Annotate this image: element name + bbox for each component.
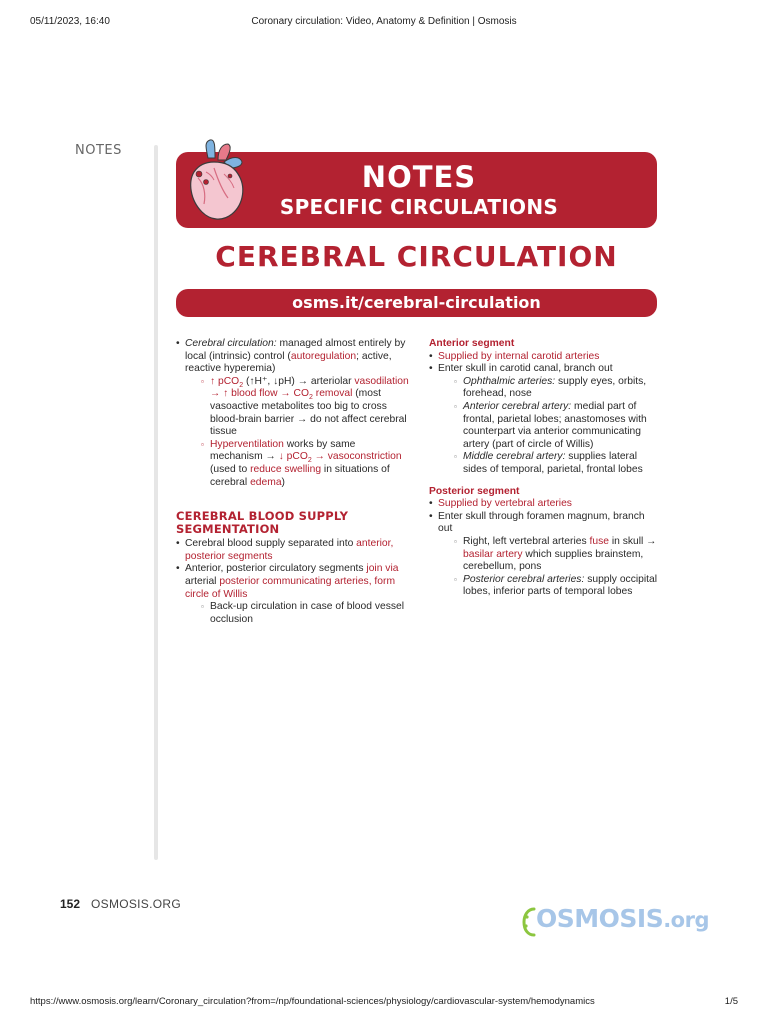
text: Back-up circulation in case of blood vessel occlusion (210, 601, 405, 625)
text: Enter skull through foramen magnum, branch out (438, 510, 645, 535)
text: join via (366, 563, 399, 575)
posterior-segment-heading: Posterior segment (429, 485, 520, 497)
list-item (429, 498, 661, 511)
list-item (429, 351, 661, 364)
banner-title: NOTES (361, 160, 477, 194)
left-column (176, 338, 410, 626)
print-doc-title: Coronary circulation: Video, Anatomy & Definition | Osmosis (251, 16, 517, 27)
osmosis-logo (520, 902, 709, 942)
notes-side-label: NOTES (75, 143, 122, 158)
posterior-list (429, 498, 661, 599)
text: (most vasoactive metabolites too big to cross blood-brain barrier → do not affect cerebral tissue (210, 388, 407, 438)
list-item (185, 601, 410, 626)
list-item (438, 536, 661, 574)
term: Ophthalmic arteries: (463, 375, 556, 387)
segmentation-heading: CEREBRAL BLOOD SUPPLY SEGMENTATION (176, 509, 349, 537)
text: internal carotid arteries (494, 350, 600, 362)
side-divider (154, 145, 158, 860)
text: managed almost entirely by local (intrinsic) control ( (185, 338, 406, 362)
list-item (429, 511, 661, 599)
print-header (30, 16, 738, 30)
text: → vasoconstriction (311, 451, 402, 463)
list-item (176, 563, 410, 626)
text: supply occipital lobes, inferior parts of temporal lobes (463, 573, 658, 598)
text: Enter skull in carotid canal, branch out (438, 363, 613, 375)
text: posterior communicating arteries, form circle of Willis (185, 575, 396, 600)
topic-url-bar[interactable]: osms.it/cerebral-circulation (176, 289, 657, 317)
text: ↑ pCO (210, 375, 240, 387)
text: (used to (210, 463, 251, 475)
term: Middle cerebral artery: (463, 451, 566, 463)
text: which supplies brainstem, cerebellum, pons (463, 548, 644, 573)
right-column (429, 338, 661, 599)
list-item (438, 376, 661, 401)
text: anterior, posterior segments (185, 538, 394, 562)
print-datetime: 05/11/2023, 16:40 (30, 16, 110, 27)
subscript: 2 (309, 394, 313, 402)
anterior-segment-heading: Anterior segment (429, 338, 515, 349)
text: in situations of cerebral (210, 463, 390, 488)
text: arterial (185, 575, 220, 587)
text: fuse (589, 535, 609, 547)
text: Cerebral blood supply separated into (185, 538, 357, 550)
logo-suffix: .org (663, 908, 709, 932)
text: (↑H⁺, ↓pH) → arteriolar (243, 375, 355, 387)
text: removal (312, 388, 353, 400)
list-item (176, 338, 410, 489)
banner-subtitle: SPECIFIC CIRCULATIONS (279, 195, 559, 219)
text: in skull → (608, 535, 657, 547)
text: ; active, reactive hyperemia) (185, 350, 392, 375)
text: Supplied by (438, 498, 495, 510)
term-cerebral-circulation: Cerebral circulation: (185, 338, 277, 349)
term: Anterior cerebral artery: (463, 400, 572, 412)
print-footer (30, 996, 738, 1010)
page-site-label: OSMOSIS.ORG (91, 897, 181, 911)
segmentation-list (176, 538, 410, 626)
text: Supplied by (438, 350, 495, 362)
list-item (185, 439, 410, 489)
term-hyperventilation: Hyperventilation (210, 438, 284, 450)
print-url[interactable]: https://www.osmosis.org/learn/Coronary_circulation?from=/np/foundational-sciences/physiology/cardiovascular-system/hemodynamics (30, 996, 595, 1007)
print-page-count: 1/5 (724, 996, 738, 1007)
page-number: 152 (60, 897, 81, 911)
logo-text: OSMOSIS (536, 904, 664, 933)
text: Right, left vertebral arteries (463, 535, 590, 547)
intro-list (176, 338, 410, 489)
text: supply eyes, orbits, forehead, nose (463, 375, 647, 400)
list-item (438, 574, 661, 599)
subscript: 2 (239, 381, 244, 389)
list-item (438, 451, 661, 476)
text: ↓ pCO (278, 451, 308, 463)
text: ) (281, 476, 285, 488)
text: medial part of frontal, parietal lobes; anastomoses with counterpart via anterior communicating artery (part of circle of Willis) (463, 400, 647, 450)
list-item (176, 538, 410, 563)
heart-illustration-icon (184, 138, 250, 224)
text: Anterior, posterior circulatory segments (185, 563, 367, 575)
text: vertebral arteries (494, 498, 572, 510)
text: edema (250, 476, 282, 488)
term-autoregulation: autoregulation (290, 350, 357, 362)
anterior-list (429, 351, 661, 477)
list-item (429, 363, 661, 476)
term: Posterior cerebral arteries: (463, 573, 585, 585)
text: reduce swelling (250, 463, 322, 475)
list-item (438, 401, 661, 451)
logo-wordmark (536, 904, 709, 933)
text: basilar artery (463, 548, 523, 560)
list-item (185, 376, 410, 439)
text: supplies lateral sides of temporal, parietal, frontal lobes (463, 451, 643, 475)
subscript: 2 (307, 457, 312, 465)
section-title: CEREBRAL CIRCULATION (215, 240, 618, 273)
text: works by same mechanism → (210, 438, 356, 463)
text: vasodilation → ↑ blood flow → CO (210, 375, 409, 400)
